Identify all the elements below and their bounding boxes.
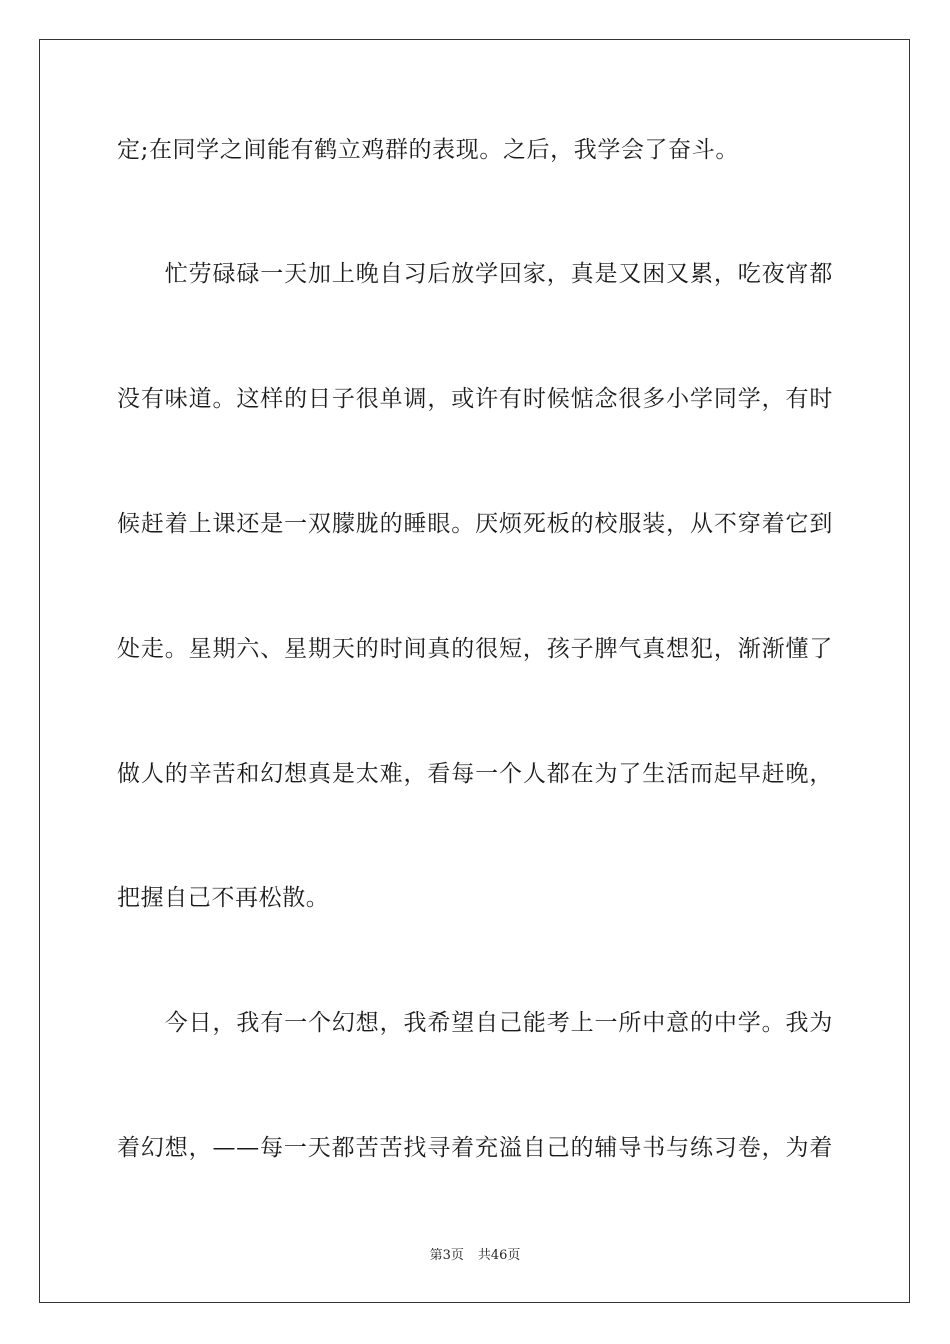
page-footer bbox=[0, 1247, 950, 1265]
text-line-3: 没有味道。这样的日子很单调，或许有时候惦念很多小学同学，有时 bbox=[117, 386, 833, 412]
text-line-9: 着幻想，——每一天都苦苦找寻着充溢自己的辅导书与练习卷，为着 bbox=[117, 1135, 833, 1161]
text-line-4: 候赶着上课还是一双朦胧的睡眼。厌烦死板的校服装，从不穿着它到 bbox=[117, 511, 833, 537]
text-line-8: 今日，我有一个幻想，我希望自己能考上一所中意的中学。我为 bbox=[117, 1010, 833, 1036]
text-line-7: 把握自己不再松散。 bbox=[117, 885, 330, 911]
text-line-6: 做人的辛苦和幻想真是太难，看每一个人都在为了生活而起早赶晚， bbox=[117, 761, 833, 787]
text-line-5: 处走。星期六、星期天的时间真的很短，孩子脾气真想犯，渐渐懂了 bbox=[117, 636, 833, 662]
page-total: 共46页 bbox=[477, 1248, 521, 1263]
text-line-1: 定;在同学之间能有鹤立鸡群的表现。之后，我学会了奋斗。 bbox=[117, 137, 739, 163]
page-number: 第3页 bbox=[429, 1248, 464, 1263]
page-border bbox=[39, 39, 910, 1303]
text-line-2: 忙劳碌碌一天加上晚自习后放学回家，真是又困又累，吃夜宵都 bbox=[117, 261, 833, 287]
